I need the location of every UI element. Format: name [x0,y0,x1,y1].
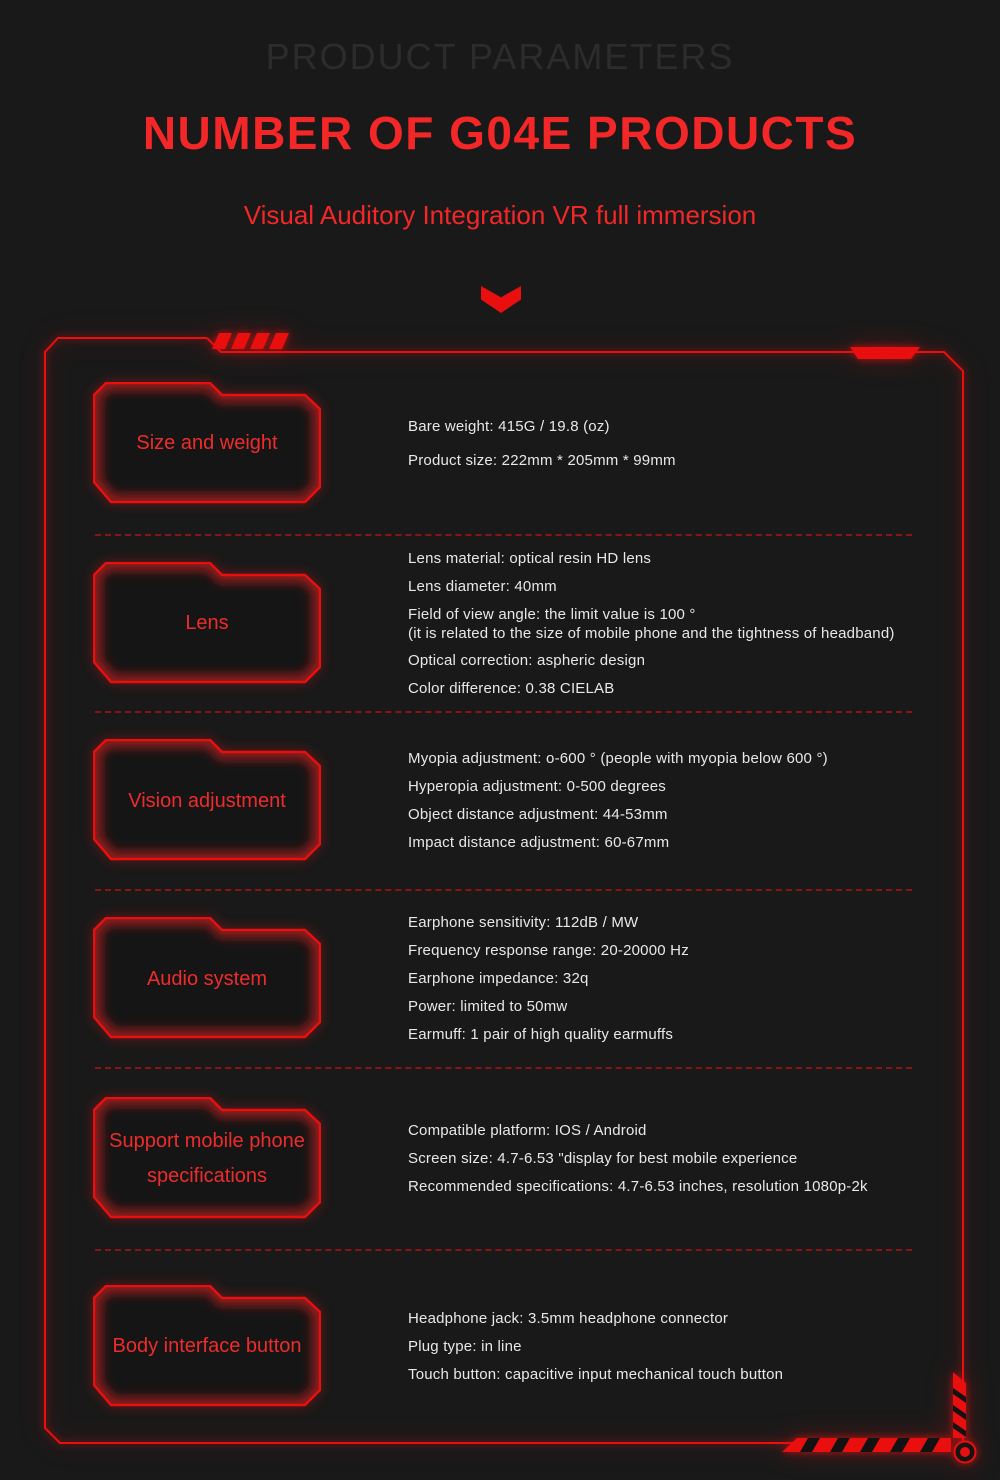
spec-line: Object distance adjustment: 44-53mm [408,806,668,823]
spec-line: Power: limited to 50mw [408,998,568,1015]
page-title: NUMBER OF G04E PRODUCTS [142,107,858,159]
section-label: Audio system [146,967,268,990]
ghost-heading: PRODUCT PARAMETERS [265,36,735,77]
spec-row [45,890,963,1068]
spec-line: Frequency response range: 20-20000 Hz [408,942,689,959]
section-label: Body interface button [112,1335,302,1357]
spec-row [45,1068,963,1250]
section-lines [408,909,709,1049]
section-lines [408,745,848,857]
section-lines [408,545,915,703]
spec-row [45,535,963,712]
spec-row [45,1250,963,1443]
spec-line: Compatible platform: IOS / Android [408,1122,647,1139]
section-lines [408,1117,888,1201]
spec-line: Earphone impedance: 32q [408,970,589,987]
section-label: Lens [185,612,229,634]
section-lines [408,410,696,478]
spec-line: Bare weight: 415G / 19.8 (oz) [408,417,610,435]
chevron-down-icon [481,286,521,313]
spec-line: Color difference: 0.38 CIELAB [408,679,615,697]
spec-line: Product size: 222mm * 205mm * 99mm [408,451,676,469]
spec-row [45,352,963,535]
section-label: Size and weight [136,432,278,454]
spec-line: Recommended specifications: 4.7-6.53 inches, resolution 1080p-2k [408,1178,868,1195]
section-badge [93,562,321,686]
spec-line: Field of view angle: the limit value is 100 ° [408,605,696,623]
spec-row [45,712,963,890]
spec-line: Plug type: in line [408,1337,522,1355]
spec-line: Screen size: 4.7-6.53 "display for best mobile experience [408,1150,798,1167]
spec-line: (it is related to the size of mobile phone and the tightness of headband) [408,624,895,642]
section-badge [93,917,321,1041]
spec-line: Lens material: optical resin HD lens [408,549,652,567]
spec-line: Lens diameter: 40mm [408,577,557,595]
spec-line: Myopia adjustment: o-600 ° (people with myopia below 600 °) [408,750,828,767]
spec-line: Impact distance adjustment: 60-67mm [408,834,670,851]
section-lines [408,1305,803,1389]
spec-line: Hyperopia adjustment: 0-500 degrees [408,778,666,795]
section-badge [93,1285,321,1409]
section-badge [93,382,321,506]
spec-rows [45,352,963,1443]
spec-line: Touch button: capacitive input mechanical touch button [408,1365,784,1383]
section-label: Vision adjustment [128,789,286,812]
spec-line: Earmuff: 1 pair of high quality earmuffs [408,1026,674,1043]
section-badge [93,739,321,863]
section-label: Support mobile phone specifications [109,1130,305,1187]
spec-line: Headphone jack: 3.5mm headphone connector [408,1309,729,1327]
spec-line: Optical correction: aspheric design [408,651,646,669]
spec-line: Earphone sensitivity: 112dB / MW [408,914,639,931]
section-badge [93,1097,321,1221]
page-subtitle: Visual Auditory Integration VR full immersion [243,200,757,230]
